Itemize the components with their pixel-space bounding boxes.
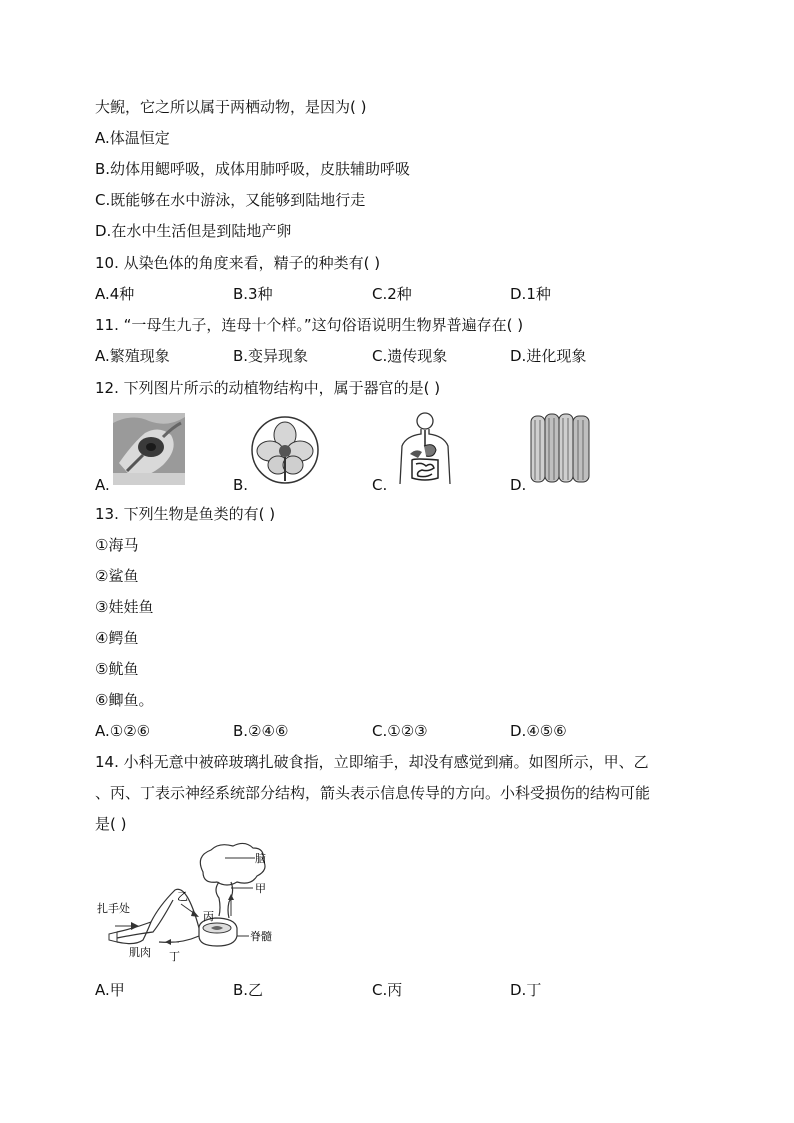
- q13-option-d: D.④⑤⑥: [510, 722, 567, 740]
- q9-option-b: B.幼体用鳃呼吸，成体用肺呼吸，皮肤辅助呼吸: [95, 160, 411, 178]
- q13-option-c: C.①②③: [372, 722, 428, 740]
- q14-stem-line-2: 、丙、丁表示神经系统部分结构，箭头表示信息传导的方向。小科受损伤的结构可能: [95, 784, 651, 802]
- q13-item-6: ⑥鲫鱼。: [95, 691, 154, 709]
- q11-option-a: A.繁殖现象: [95, 347, 170, 365]
- q13-item-2: ②鲨鱼: [95, 567, 139, 585]
- q13-item-1: ①海马: [95, 536, 139, 554]
- q11-option-c: C.遗传现象: [372, 347, 448, 365]
- q12-option-b: B.: [233, 476, 249, 494]
- q14-stem-line-3: 是( ): [95, 815, 127, 833]
- cell-micrograph-image: [113, 413, 185, 485]
- q14-option-c: C.丙: [372, 981, 403, 999]
- q13-item-5: ⑤鱿鱼: [95, 660, 139, 678]
- q10-option-b: B.3种: [233, 285, 273, 303]
- q11-option-b: B.变异现象: [233, 347, 309, 365]
- q11-stem: 11. “一母生九子，连母十个样。”这句俗语说明生物界普遍存在( ): [95, 316, 524, 334]
- q11-option-d: D.进化现象: [510, 347, 587, 365]
- q13-option-a: A.①②⑥: [95, 722, 151, 740]
- human-digestive-system-image: [388, 412, 462, 486]
- q10-option-a: A.4种: [95, 285, 135, 303]
- q14-option-b: B.乙: [233, 981, 264, 999]
- q9-option-c: C.既能够在水中游泳，又能够到陆地行走: [95, 191, 366, 209]
- q12-option-c: C.: [372, 476, 388, 494]
- q12-stem: 12. 下列图片所示的动植物结构中，属于器官的是( ): [95, 379, 441, 397]
- q9-option-a: A.体温恒定: [95, 129, 170, 147]
- label-jia: 甲: [255, 882, 266, 895]
- label-brain: 脑: [255, 852, 266, 865]
- label-muscle: 肌肉: [129, 946, 151, 959]
- q13-item-4: ④鳄鱼: [95, 629, 139, 647]
- muscle-fibers-image: [527, 410, 597, 486]
- flower-image: [250, 415, 320, 485]
- q14-option-d: D.丁: [510, 981, 542, 999]
- q13-option-b: B.②④⑥: [233, 722, 289, 740]
- q14-stem-line-1: 14. 小科无意中被碎玻璃扎破食指，立即缩手，却没有感觉到痛。如图所示，甲、乙: [95, 753, 649, 771]
- q9-stem: 大鲵，它之所以属于两栖动物，是因为( ): [95, 98, 367, 116]
- q12-option-d: D.: [510, 476, 527, 494]
- q10-option-c: C.2种: [372, 285, 412, 303]
- q10-option-d: D.1种: [510, 285, 551, 303]
- label-spinal-cord: 脊髓: [250, 930, 272, 943]
- label-ding: 丁: [169, 950, 180, 963]
- label-bing: 丙: [203, 910, 214, 923]
- q9-option-d: D.在水中生活但是到陆地产卵: [95, 222, 292, 240]
- label-yi: 乙: [177, 890, 188, 903]
- q10-stem: 10. 从染色体的角度来看，精子的种类有( ): [95, 254, 381, 272]
- q13-stem: 13. 下列生物是鱼类的有( ): [95, 505, 276, 523]
- q13-item-3: ③娃娃鱼: [95, 598, 154, 616]
- q12-option-a: A.: [95, 476, 110, 494]
- reflex-arc-diagram: [95, 842, 295, 968]
- label-wound: 扎手处: [97, 902, 130, 915]
- q14-option-a: A.甲: [95, 981, 125, 999]
